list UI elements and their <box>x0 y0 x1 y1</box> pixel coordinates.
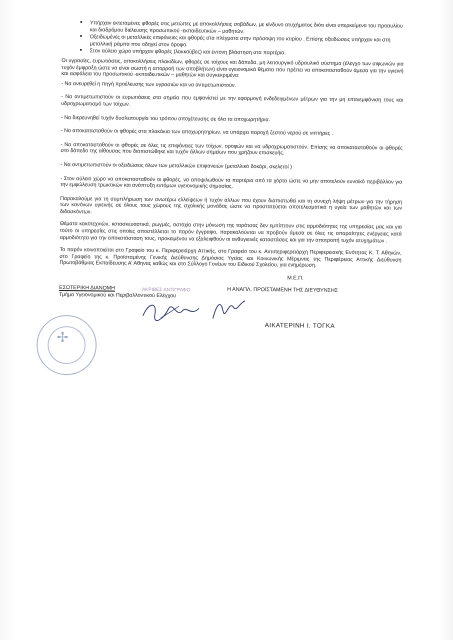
finding-item: • Υπήρχαν εκτεταμένες φθορές στις μετώπες με αποκολλήσεις σοβάδων, με κίνδυνο ατυχήματος διότι είναι υπερκείμενα του προαυλίου και διαδρόμου διέλευσης προσωπικού -εκπαιδευτικών – μαθητών. <box>90 20 404 36</box>
mep-label: Μ.Ε.Π. <box>287 275 304 282</box>
action-item: - Να αντιμετωπιστούν οι ευρωτιάσεις στα σημεία που εμφανίστεί με την εφαρμογή ενδεδειγμένων μέτρων για την μη επανεμφάνιση τους και υδροχρωματισμό των τοίχων. <box>61 94 404 108</box>
action-item: - Στον αύλειο χώρο να αποκατασταθούν οι φθορές, να αποψιλωθούν τα παρτέρια από τα χόρτα ώστε να μην αποτελούν ευνοϊκό περιβάλλον για την εμφώλευση τρωκτικών και ανάπτυξη εντόμων υγειονομικής σημασίας. <box>60 175 403 190</box>
intro-paragraph: Οι υγρασίες, ευρωτιάσεις, αποκολλήσεις πλακιδίων, φθορές σε τοίχους και δάπεδα, μη λειτουργικό υδραυλικό σύστημα (έλεγχο των σιφωνιών για τυχόν έμφραξη ώστε να είναι σωστή η απορροή των αποβλήτων) είναι υγειονομικά θέματα που πρέπει να αποκατασταθούν άμεσα για την υγιεινή και ασφάλεια του προσωπικού -εκπαιδευτικών – μαθητών και συγκεκριμένα: <box>61 57 404 80</box>
findings-list <box>62 20 404 59</box>
action-item: - Να αποκατασταθούν οι φθορές σε όλες τις επιφάνειες των τοίχων, οροφών και να υδροχρωματιστούν. Επίσης να αποκατασταθούν οι φθορές στο δάπεδο της αίθουσας που διαπιστώθηκε και τυχόν άλλων σημείων που χρήζουν επισκευής. <box>60 141 403 157</box>
finding-item: • Στον αύλειο χώρο υπήρχαν φθορές (λακκούβες) και έντονη βλάστηση στα παρτέρια. <box>90 49 404 59</box>
director-name: ΑΙΚΑΤΕΡΙΝΗ Ι. ΤΟΓΚΑ <box>264 322 335 330</box>
closing-paragraph: Παρακαλούμε για τη συμπλήρωση των ανωτέρω ελλείψεων ή τυχόν άλλων που έχουν διαπιστωθεί και τη συνεχή λήψη μέτρων για την τήρηση των κανόνων υγιεινής σε όλους τους χώρους της σχολικής μονάδας ώστε να προστατεύεται αποτελεσματικά η υγεία των μαθητών και των διδασκόντων. <box>59 195 403 216</box>
distribution-label: ΕΣΩΤΕΡΙΚΗ ΔΙΑΝΟΜΗ <box>59 285 116 292</box>
official-seal-stamp <box>36 315 97 376</box>
seal-emblem-icon: ✢ <box>56 328 69 346</box>
finding-item: • Οξειδωμένες οι μεταλλικές επιφάνειες και φθορές στα πλέγματα στην πρόσοψη του κτιρίου . Επίσης οξειδώσεις υπήρχαν και στη μεταλλική ράμπα που οδηγεί στον όροφο. <box>90 34 404 50</box>
distribution-recipient: Τμήμα Υγειονομικού και Περιβαλλοντικού Ελέγχου <box>59 292 177 300</box>
action-item: - Να αποκατασταθούν οι φθορές στα πλακάκια των αποχωρητηρίων, να υπάρχει παροχή ζεστού νερού σε νιπτήρες . <box>60 128 334 137</box>
document-body <box>58 20 404 397</box>
true-copy-stamp: ΑΚΡΙΒΕΣ ΑΝΤΙΓΡΑΦΟ <box>141 287 191 294</box>
signature-block <box>58 273 401 397</box>
required-actions <box>60 81 403 193</box>
action-item: - Να αντιμετωπιστούν οι οξειδώσεις όλων των μεταλλικών επιφανειών (μεταλλικό δοκάρι, σκελετοί ) <box>60 161 292 171</box>
closing-paragraph: Το παρόν κοινοποιείται στο Γραφείο του κ. Περιφερειάρχη Αττικής, στο Γραφείο του κ. Αντιπεριφερειάρχη Περιφερειακής Ενότητας Κ. Τ. Αθηνών, στο Γραφείο της κ. Προϊσταμένης Γενικής Διεύθυνσης Δημόσιας Υγείας και Κοινωνικής Μέριμνας της Περιφέρειας Αττικής Διεύθυνση Πρωτοβάθμιας Εκπαίδευσης Α' Αθηνας καθώς και στο Σύλλογο Γονέων του Ειδικού Σχολείου, για ενημέρωση. <box>59 247 402 270</box>
handwritten-signature <box>209 297 249 325</box>
action-item: - Να διερευνηθεί τυχόν δυσλειτουργία του τρόπου αποχέτευσης σε όλα τα αποχωρητήρια. <box>60 114 271 123</box>
action-item: - Να ανευρεθεί η πηγή προέλευσης των υγρασιών και να αντιμετωπιστούν. <box>61 80 237 89</box>
director-title: Η ΑΝΑΠΛ. ΠΡΟΪΣΤΑΜΕΝΗ ΤΗΣ ΔΙΕΥΘΥΝΣΗΣ <box>227 286 338 294</box>
handwritten-signature-initials <box>139 298 209 325</box>
closing-paragraph: Θέματα κακοτεχνιών, κατασκευαστικά, ρωγμές, αστοχία στην μόνωση της ταράτσας δεν εμπίπτουν στις αρμοδιότητες της υπηρεσίας μας και για τούτο οι υπηρεσίες στις οποίες αποστέλλεται το παρόν έγγραφο, παρακαλούνται να προβούν άμεσα σε όλες τις απαραίτητες ενέργειες κατά αρμοδιότητα για την αποκατάσταση τους, προκειμένου να εξαλειφθούν οι ανθυγιεινές καταστάσεις και για την αποτροπή τυχόν ατυχημάτων . <box>59 221 402 245</box>
